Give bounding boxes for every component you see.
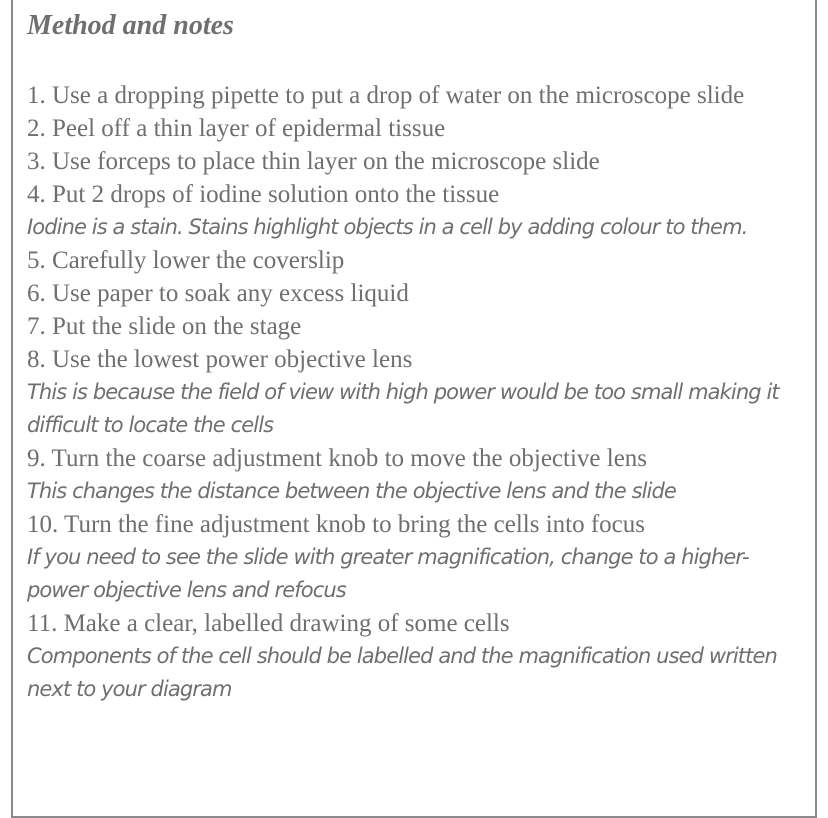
- method-step: 5. Carefully lower the coverslip: [27, 247, 345, 274]
- method-note: Iodine is a stain. Stains highlight objects in a cell by adding colour to them.: [27, 215, 748, 239]
- method-step: 3. Use forceps to place thin layer on the microscope slide: [27, 148, 600, 175]
- method-note: If you need to see the slide with greater magnification, change to a higher-power objective lens and refocus: [27, 545, 749, 602]
- method-step: 6. Use paper to soak any excess liquid: [27, 280, 409, 307]
- method-step: 9. Turn the coarse adjustment knob to move the objective lens: [27, 445, 648, 472]
- method-note: Components of the cell should be labelled and the magnification used written next to your diagram: [27, 644, 777, 701]
- method-list: [27, 79, 797, 706]
- method-note: This is because the field of view with high power would be too small making it difficult to locate the cells: [27, 380, 779, 437]
- method-step: 7. Put the slide on the stage: [27, 313, 302, 340]
- method-notes-panel: [11, 0, 817, 818]
- page-title: Method and notes: [27, 10, 234, 41]
- method-step: 2. Peel off a thin layer of epidermal tissue: [27, 115, 446, 142]
- method-step: 11. Make a clear, labelled drawing of some cells: [27, 610, 510, 637]
- method-step: 4. Put 2 drops of iodine solution onto the tissue: [27, 181, 500, 208]
- method-step: 1. Use a dropping pipette to put a drop of water on the microscope slide: [27, 82, 745, 109]
- method-step: 10. Turn the fine adjustment knob to bring the cells into focus: [27, 511, 645, 538]
- method-note: This changes the distance between the objective lens and the slide: [27, 479, 676, 503]
- method-step: 8. Use the lowest power objective lens: [27, 346, 413, 373]
